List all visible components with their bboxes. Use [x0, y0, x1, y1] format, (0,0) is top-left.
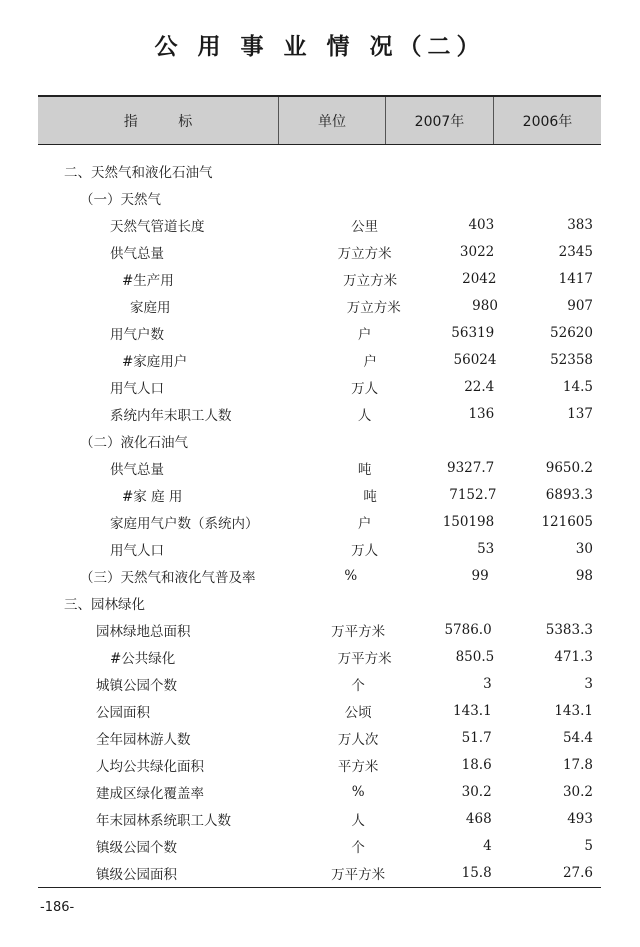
table-row [38, 832, 601, 859]
row-value-2007: 9327.7 [447, 459, 495, 476]
row-label: 用气人口 [110, 542, 164, 559]
row-label: （二）液化石油气 [80, 434, 188, 451]
row-unit: 万立方米 [337, 245, 392, 262]
row-value-2007: 7152.7 [449, 486, 497, 503]
row-value-2006: 143.1 [554, 702, 593, 719]
row-value-2006: 14.5 [562, 378, 593, 395]
row-value-2007: 56319 [451, 324, 495, 341]
row-label: 城镇公园个数 [96, 677, 177, 694]
row-value-2006: 493 [567, 810, 593, 827]
row-value-2007: 468 [465, 810, 492, 827]
row-value-2006: 52358 [550, 351, 594, 368]
row-value-2007: 22.4 [464, 378, 495, 395]
footer-divider [38, 887, 601, 888]
row-label: 镇级公园面积 [96, 866, 177, 883]
row-label: （一）天然气 [80, 191, 161, 208]
table-row [38, 454, 601, 481]
row-value-2007: 5786.0 [444, 621, 492, 638]
row-value-2006: 383 [567, 216, 593, 233]
row-label: 年末园林系统职工人数 [96, 812, 231, 829]
row-value-2006: 121605 [541, 513, 593, 530]
row-value-2007: 143.1 [453, 702, 492, 719]
row-unit: 户 [363, 353, 377, 370]
row-label: 人均公共绿化面积 [96, 758, 204, 775]
row-value-2007: 51.7 [461, 729, 492, 746]
row-value-2006: 5 [584, 837, 593, 854]
row-unit: 吨 [357, 461, 372, 478]
row-value-2006: 30 [575, 540, 593, 557]
row-value-2007: 99 [471, 567, 489, 584]
table-row [38, 859, 601, 886]
table-row [38, 643, 601, 670]
header-indicator: 指 标 [123, 113, 211, 130]
row-unit: 万平方米 [331, 623, 386, 640]
row-value-2006: 907 [567, 297, 594, 314]
row-value-2007: 403 [468, 216, 495, 233]
row-label: 天然气管道长度 [110, 218, 205, 235]
row-label: 用气户数 [110, 326, 164, 343]
row-value-2006: 5383.3 [545, 621, 593, 638]
row-value-2007: 30.2 [461, 783, 492, 800]
header-unit: 单位 [278, 97, 385, 144]
header-2007: 2007年 [385, 97, 493, 144]
row-label: #公共绿化 [110, 650, 176, 667]
row-value-2007: 18.6 [461, 756, 492, 773]
row-value-2006: 137 [567, 405, 593, 422]
row-unit: 万立方米 [346, 299, 401, 316]
table-row [38, 697, 601, 724]
row-label: 镇级公园个数 [96, 839, 177, 856]
table-row [38, 562, 601, 589]
row-value-2006: 17.8 [562, 756, 593, 773]
table-row [38, 535, 601, 562]
table-row [38, 616, 601, 643]
table-row [38, 184, 601, 211]
page-number: -186- [40, 900, 75, 915]
row-unit: 万平方米 [331, 866, 386, 883]
table-row [38, 319, 601, 346]
row-unit: % [351, 783, 365, 800]
row-unit: 万人次 [337, 731, 379, 748]
row-unit: 吨 [363, 488, 377, 505]
table-row [38, 292, 601, 319]
row-label: 三、园林绿化 [64, 596, 145, 613]
row-unit: 万平方米 [337, 650, 392, 667]
table-row [38, 805, 601, 832]
row-unit: 个 [351, 677, 365, 694]
row-label: 家庭用气户数（系统内） [110, 515, 259, 532]
table-row [38, 238, 601, 265]
table-row [38, 481, 601, 508]
row-label: 公园面积 [96, 704, 150, 721]
row-label: 园林绿地总面积 [96, 623, 191, 640]
row-unit: 公里 [351, 218, 379, 235]
row-value-2007: 136 [468, 405, 495, 422]
row-unit: 户 [357, 515, 372, 532]
table-row [38, 508, 601, 535]
row-value-2006: 3 [584, 675, 593, 692]
row-value-2007: 4 [483, 837, 492, 854]
row-unit: 万立方米 [343, 272, 398, 289]
table-row [38, 400, 601, 427]
row-value-2007: 3022 [459, 243, 495, 260]
row-unit: 平方米 [337, 758, 379, 775]
row-unit: 公顷 [344, 704, 372, 721]
table-row [38, 778, 601, 805]
table-row [38, 724, 601, 751]
row-value-2007: 53 [477, 540, 495, 557]
row-label: 二、天然气和液化石油气 [64, 164, 213, 181]
row-label: 家庭用 [130, 299, 171, 316]
table-row [38, 373, 601, 400]
table-row [38, 751, 601, 778]
table-row [38, 670, 601, 697]
row-value-2006: 30.2 [562, 783, 593, 800]
row-value-2006: 471.3 [554, 648, 593, 665]
row-value-2007: 980 [472, 297, 498, 314]
row-label: 系统内年末职工人数 [110, 407, 232, 424]
row-label: （三）天然气和液化气普及率 [80, 569, 256, 586]
row-label: #家 庭 用 [122, 488, 183, 505]
row-unit: 个 [351, 839, 365, 856]
row-label: 建成区绿化覆盖率 [96, 785, 204, 802]
row-value-2006: 52620 [550, 324, 593, 341]
table-row [38, 346, 601, 373]
row-label: 用气人口 [110, 380, 164, 397]
table-header [38, 95, 601, 145]
page-title: 公 用 事 业 情 况（二） [154, 34, 486, 60]
row-label: #生产用 [122, 272, 174, 289]
table-row [38, 427, 601, 454]
row-value-2006: 9650.2 [545, 459, 593, 476]
row-unit: 户 [357, 326, 372, 343]
row-unit: 人 [351, 812, 365, 829]
table-row [38, 157, 601, 184]
table-row [38, 265, 601, 292]
row-unit: % [344, 567, 358, 584]
row-unit: 人 [357, 407, 372, 424]
row-value-2006: 27.6 [562, 864, 593, 881]
row-value-2007: 3 [483, 675, 492, 692]
row-value-2006: 1417 [558, 270, 594, 287]
row-label: 全年园林游人数 [96, 731, 191, 748]
row-unit: 万人 [351, 380, 379, 397]
row-value-2007: 150198 [442, 513, 495, 530]
row-value-2007: 850.5 [455, 648, 495, 665]
table-row [38, 589, 601, 616]
header-2006: 2006年 [493, 97, 601, 144]
row-value-2006: 6893.3 [545, 486, 594, 503]
row-value-2006: 54.4 [562, 729, 593, 746]
row-label: #家庭用户 [122, 353, 188, 370]
row-label: 供气总量 [110, 461, 164, 478]
row-value-2007: 2042 [462, 270, 497, 287]
row-value-2006: 98 [575, 567, 593, 584]
row-unit: 万人 [351, 542, 379, 559]
row-value-2007: 15.8 [461, 864, 492, 881]
table-row [38, 211, 601, 238]
table-body [38, 157, 601, 886]
row-value-2007: 56024 [453, 351, 497, 368]
row-label: 供气总量 [110, 245, 164, 262]
row-value-2006: 2345 [558, 243, 593, 260]
